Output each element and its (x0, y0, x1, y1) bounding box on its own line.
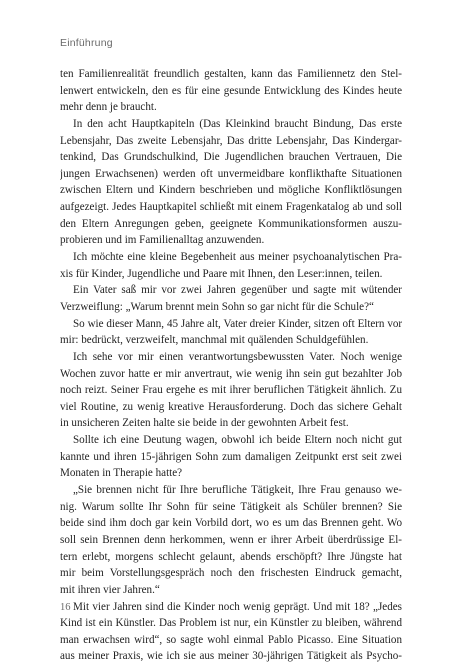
text-line: jungen Erwachsenen) werden oft unvermeidbare konflikthafte Situationen (60, 167, 402, 180)
text-line: beide sind ihm doch gar kein Vorbild dort, wo es um das Brennen geht. Wo (60, 517, 402, 530)
text-line: mehr denn je braucht. (60, 101, 157, 114)
text-line: Ich möchte eine kleine Begebenheit aus meiner psychoanalytischen Pra- (73, 251, 402, 264)
text-line: Verzweiflung: „Warum brennt mein Sohn so gar nicht für die Schule?“ (60, 300, 374, 313)
text-line: aus meiner Praxis, wie ich sie aus meiner 30-jährigen Tätigkeit als Psycho- (60, 650, 402, 663)
text-line: nig. Warum sollte Ihr Sohn für seine Tätigkeit als Schüler brennen? Sie (60, 500, 402, 513)
running-head: Einführung (60, 37, 113, 49)
text-line: In den acht Hauptkapiteln (Das Kleinkind braucht Bindung, Das erste (73, 117, 402, 130)
text-line: Sollte ich eine Deutung wagen, obwohl ich beide Eltern noch nicht gut (73, 434, 402, 447)
text-line: Ich sehe vor mir einen verantwortungsbewussten Vater. Noch wenige (73, 350, 402, 363)
text-line: den Eltern Anregungen geben, geeignete Kommunikationsformen auszu- (60, 217, 402, 230)
text-line: aufgezeigt. Jedes Hauptkapitel schließt mit einem Fragenkatalog ab und soll (60, 201, 402, 214)
text-line: soll sein Brennen denn herkommen, wenn er ihrer Arbeit überdrüssige El- (60, 533, 402, 546)
text-line: Mit vier Jahren sind die Kinder noch wenig geprägt. Und mit 18? „Jedes (73, 600, 402, 613)
text-line: mit ihren vier Jahren.“ (60, 583, 160, 596)
text-line: ten Familienrealität freundlich gestalten, kann das Familiennetz den Stel- (60, 68, 402, 80)
page-number: 16 (60, 602, 71, 613)
body-text (60, 66, 402, 665)
text-line: „Sie brennen nicht für Ihre berufliche Tätigkeit, Ihre Frau genauso we- (73, 484, 402, 497)
text-line: probieren und im Familienalltag anzuwenden. (60, 234, 265, 247)
text-line: zwischen Eltern und Kindern beschrieben und mögliche Konfliktlösungen (60, 184, 402, 197)
text-line: xis für Kinder, Jugendliche und Paare mit Ihnen, den Leser:innen, teilen. (60, 267, 383, 280)
text-line: mir beim Vorstellungsgespräch noch den frischesten Eindruck gemacht, (60, 567, 402, 580)
text-line: Ein Vater saß mir vor zwei Jahren gegenüber und sagte mit wütender (73, 284, 402, 297)
text-line: Lebensjahr, Das zweite Lebensjahr, Das dritte Lebensjahr, Das Kindergar- (60, 134, 402, 147)
text-line: noch reizt. Seiner Frau ergehe es mit ihrer beruflichen Tätigkeit ähnlich. Zu (60, 384, 402, 397)
text-line: Monaten in Therapie hatte? (60, 467, 183, 480)
text-line: Wochen zuvor hatte er mir anvertraut, wie wenig ihn sein gut bezahlter Job (60, 367, 402, 380)
text-line: in unsicheren Zeiten halte sie beide in der gewohnten Arbeit fest. (60, 417, 349, 430)
text-line: kannte und ihren 15-jährigen Sohn zum damaligen Zeitpunkt erst seit zwei (60, 450, 402, 463)
text-line: tern erlebt, morgens schlecht gelaunt, abends erschöpft? Ihre Jüngste hat (60, 550, 402, 563)
text-line: viel Routine, zu wenig kreative Herausforderung. Doch das sichere Gehalt (60, 400, 402, 413)
text-line: So wie dieser Mann, 45 Jahre alt, Vater dreier Kinder, sitzen oft Eltern vor (73, 317, 402, 330)
text-line: man erwachsen wird“, so sagte wohl einmal Pablo Picasso. Eine Situation (60, 633, 402, 646)
text-line: Kind ist ein Künstler. Das Problem ist nur, ein Künstler zu bleiben, während (60, 617, 402, 630)
text-line: lenwert entwickeln, den es für eine gesunde Entwicklung des Kindes heute (60, 84, 402, 97)
text-line: tenkind, Das Grundschulkind, Die Jugendlichen brauchen Vertrauen, Die (60, 151, 402, 164)
text-line: mir: bedrückt, verzweifelt, manchmal mit quälenden Schuldgefühlen. (60, 334, 369, 347)
